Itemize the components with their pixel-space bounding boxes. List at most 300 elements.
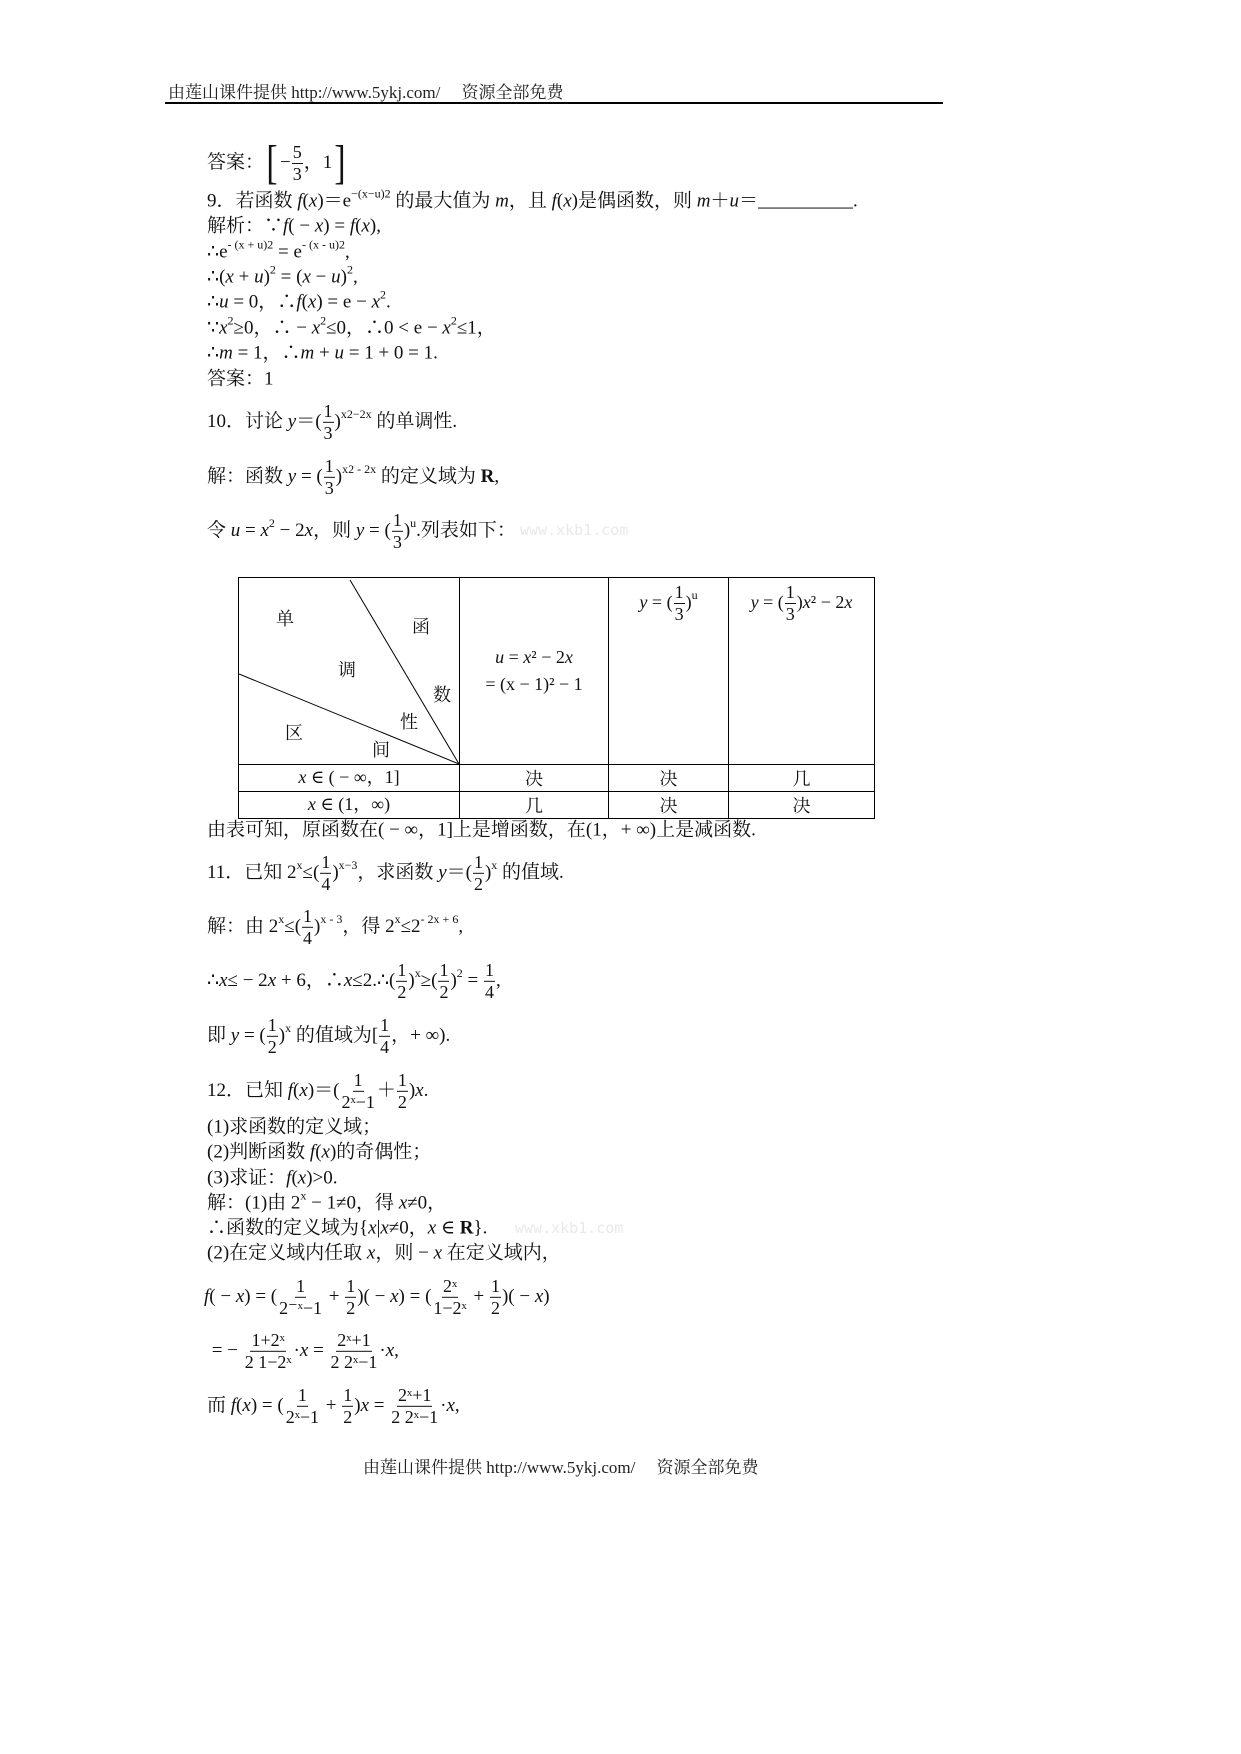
diagonal-header-cell — [239, 578, 460, 765]
text: )是偶函数，则 — [571, 190, 697, 212]
math-variable: y — [287, 465, 297, 487]
text: ＋ — [376, 1079, 396, 1101]
superscript: 2 — [380, 287, 386, 302]
math-variable: x — [297, 1167, 307, 1189]
text: ，则 — [313, 519, 356, 541]
math-variable: x — [360, 1394, 370, 1416]
text: ，1 — [303, 151, 333, 173]
math-variable: x — [802, 592, 811, 613]
text: = ( — [296, 465, 323, 487]
text: ( — [315, 1141, 322, 1163]
interval-cell — [239, 795, 459, 815]
math-variable: y — [750, 592, 759, 613]
text: 答案： — [207, 151, 265, 173]
solution-9-line-4 — [207, 287, 391, 314]
text: − — [280, 151, 291, 173]
math-variable: x — [366, 1242, 376, 1264]
answer-9 — [207, 370, 274, 391]
text: , — [458, 915, 464, 937]
text: ≤1， — [456, 317, 496, 339]
text: ∴( — [207, 266, 226, 288]
denominator: 2 — [439, 981, 449, 1002]
superscript: x2−2x — [340, 406, 372, 421]
text: ) — [796, 592, 803, 613]
fraction — [379, 1015, 390, 1057]
question-10 — [207, 401, 457, 443]
text: ) — [314, 915, 321, 937]
math-variable: f — [296, 291, 302, 313]
denominator: 3 — [674, 603, 684, 624]
numerator: 1 — [485, 959, 495, 980]
bold-symbol: R — [459, 1217, 474, 1239]
text: ＝( — [296, 410, 322, 432]
text: , — [494, 465, 500, 487]
text: ≤0，∴0 < e − — [326, 317, 443, 339]
u-vertex-form: = (x − 1)² − 1 — [485, 674, 583, 694]
text: 11．已知 2 — [207, 861, 297, 883]
denominator: 3 — [324, 477, 334, 498]
answer-blank — [758, 192, 853, 213]
fraction — [324, 456, 335, 498]
denominator: 2 — [346, 1297, 356, 1318]
math-variable: f — [551, 190, 557, 212]
math-variable: u — [219, 291, 229, 313]
text: ≤ − 2 — [227, 969, 268, 991]
fraction — [484, 960, 495, 1002]
math-variable: x — [534, 1285, 544, 1307]
denominator: 4 — [485, 981, 495, 1002]
y-of-x-formula — [729, 582, 874, 624]
text: ) = e − — [316, 291, 372, 313]
fraction — [490, 1276, 501, 1318]
text: 的值域. — [497, 861, 564, 883]
text: 的定义域为 — [376, 465, 481, 487]
numerator: 1 — [296, 1275, 306, 1296]
text: }. — [473, 1217, 488, 1239]
text: + 6，∴ — [276, 969, 344, 991]
text: + — [468, 1285, 489, 1307]
text: , — [394, 1339, 399, 1361]
diag-label: 间 — [372, 740, 390, 760]
text: . — [386, 291, 391, 313]
math-variable: f — [204, 1285, 210, 1307]
text: 9．若函数 — [207, 190, 298, 212]
solution-11-line-2 — [207, 960, 501, 1002]
var: u — [495, 647, 505, 667]
var: x — [523, 647, 532, 667]
text: ( — [291, 1167, 298, 1189]
text: ≥0，∴ − — [233, 317, 312, 339]
text: . — [853, 190, 858, 212]
diag-label: 区 — [285, 723, 303, 743]
math-variable: x — [314, 215, 324, 237]
math-variable: x — [398, 1192, 408, 1214]
text: − 2 — [536, 647, 565, 667]
denominator: 2⁻ˣ−1 — [279, 1297, 322, 1318]
math-variable: f — [286, 1167, 292, 1189]
text: = ( — [758, 592, 784, 613]
math-variable: x — [390, 1285, 399, 1307]
denominator: 3 — [785, 603, 795, 624]
fraction — [292, 142, 303, 184]
text: ∈ ( − ∞，1] — [306, 767, 400, 788]
solution-12-line-1 — [207, 1188, 447, 1215]
page-footer: 由莲山课件提供 http://www.5ykj.com/ 资源全部免费 — [363, 1458, 759, 1477]
numerator: 2ˣ+1 — [398, 1384, 432, 1405]
superscript: x — [300, 1188, 307, 1203]
solution-12-line-3 — [207, 1244, 561, 1265]
denominator: 3 — [392, 531, 402, 552]
text: , — [344, 241, 350, 263]
text: . — [423, 1079, 429, 1101]
numerator: 1 — [380, 1014, 390, 1035]
superscript: 2 — [269, 262, 276, 277]
text: ≤2 — [400, 915, 421, 937]
text: ) — [335, 465, 343, 487]
denominator: 2 — [397, 1091, 407, 1112]
text: )>0. — [306, 1167, 338, 1189]
text: ≤( — [284, 915, 302, 937]
text: 在定义域内， — [442, 1242, 561, 1264]
text: ) — [334, 410, 341, 432]
text: = ( — [239, 1024, 266, 1046]
text: ( — [301, 291, 308, 313]
text: ) — [543, 1285, 550, 1307]
text: ) — [685, 592, 692, 613]
numerator: 1 — [397, 1069, 407, 1090]
table-row — [239, 765, 875, 792]
text: .列表如下： — [416, 519, 516, 541]
math-variable: x — [563, 190, 572, 212]
text: ∴ — [207, 291, 220, 313]
fraction — [340, 1070, 375, 1112]
text: ＋ — [710, 190, 730, 212]
fraction — [392, 510, 403, 552]
interval-cell — [239, 768, 459, 788]
text: ，求函数 — [357, 861, 439, 883]
text: ∵ — [207, 317, 220, 339]
diag-label: 性 — [400, 712, 418, 732]
numerator: 1 — [473, 851, 483, 872]
superscript: 2 — [450, 313, 457, 328]
fraction — [785, 582, 796, 624]
text: − 1≠0，得 — [306, 1192, 399, 1214]
text: ( — [355, 215, 362, 237]
text: , — [352, 266, 358, 288]
text: 的最大值为 — [390, 190, 496, 212]
superscript: - 2x + 6 — [420, 911, 459, 926]
solution-11-line-3 — [207, 1015, 450, 1057]
text: ∴e — [207, 241, 228, 263]
text: 的单调性. — [371, 410, 458, 432]
superscript: - (x + u)2 — [227, 237, 274, 252]
math-variable: f — [349, 215, 356, 237]
math-variable: x — [415, 1079, 424, 1101]
question-12-part-1 — [207, 1118, 381, 1139]
text: ) — [403, 519, 411, 541]
denominator: 3 — [323, 422, 333, 443]
superscript: x — [491, 857, 498, 872]
math-variable: u — [331, 266, 341, 288]
fraction — [438, 960, 449, 1002]
superscript: x — [285, 1020, 292, 1035]
math-variable: x — [844, 592, 853, 613]
text: = 1 + 0 = 1. — [344, 342, 438, 364]
math-variable: y — [230, 1024, 240, 1046]
text: )＝( — [307, 1079, 340, 1101]
solution-11-line-1 — [207, 906, 463, 948]
superscript: −(x−u)2 — [351, 186, 391, 201]
math-variable: x — [219, 969, 228, 991]
numerator: 1 — [353, 1069, 363, 1090]
math-variable: m — [495, 190, 509, 212]
text: 解：函数 — [207, 465, 288, 487]
superscript: 2 — [456, 965, 463, 980]
text: · — [440, 1394, 447, 1416]
fraction — [397, 1070, 408, 1112]
text: ( — [556, 190, 564, 212]
text: ＝( — [446, 861, 472, 883]
text: ，+ ∞). — [391, 1024, 451, 1046]
numerator: 1 — [267, 1014, 277, 1035]
text: ∈ — [436, 1217, 460, 1239]
numerator: 1 — [439, 959, 449, 980]
text: ) = — [323, 215, 350, 237]
numerator: 1 — [297, 1384, 307, 1405]
denominator: 2 1−2ˣ — [244, 1351, 292, 1372]
solution-10-line-2 — [207, 510, 516, 552]
text: ，且 — [508, 190, 552, 212]
math-variable: m — [696, 190, 711, 212]
text: = ( — [647, 592, 673, 613]
superscript: x - 3 — [320, 911, 343, 926]
denominator: 2ˣ−1 — [285, 1406, 320, 1427]
bracket: ] — [334, 136, 346, 189]
diag-label: 函 — [412, 617, 430, 637]
table-cell: 决 — [729, 792, 875, 819]
watermark: www.xkb1.com — [515, 1219, 624, 1237]
denominator: 2 — [343, 1406, 353, 1427]
numerator: 5 — [292, 141, 302, 162]
text: + — [314, 342, 335, 364]
text: , — [454, 1394, 460, 1416]
text: ) = ( — [250, 1394, 284, 1416]
math-variable: x — [304, 519, 314, 541]
text: )( − — [501, 1285, 535, 1307]
solution-12-line-5 — [207, 1330, 399, 1372]
fraction — [244, 1330, 293, 1372]
text: ) — [332, 861, 339, 883]
denominator: 4 — [321, 873, 331, 894]
text: ) — [484, 861, 492, 883]
text: (3)求证： — [207, 1167, 287, 1189]
text: ) — [408, 969, 415, 991]
text: 12．已知 — [207, 1079, 288, 1101]
math-variable: x — [267, 969, 277, 991]
text: 10．讨论 — [207, 410, 288, 432]
solution-12-line-4 — [204, 1276, 550, 1318]
fraction — [674, 582, 685, 624]
text: − 2 — [274, 519, 305, 541]
text: = — [462, 969, 484, 991]
superscript: 2 — [320, 313, 327, 328]
superscript: x — [394, 911, 401, 926]
solution-9-line-3 — [207, 262, 358, 289]
question-11 — [207, 852, 564, 894]
numerator: 1 — [343, 1384, 353, 1405]
math-variable: f — [309, 1141, 316, 1163]
monotonicity-table — [238, 577, 875, 819]
denominator: 3 — [292, 163, 302, 184]
text: − — [310, 266, 332, 288]
diag-label: 数 — [433, 685, 451, 705]
math-variable: u — [729, 190, 739, 212]
text: 解：由 2 — [207, 915, 279, 937]
denominator: 2 2ˣ−1 — [330, 1351, 378, 1372]
watermark: www.xkb1.com — [520, 521, 629, 539]
fraction — [342, 1385, 353, 1427]
text: = 1，∴ — [232, 342, 301, 364]
text: (1)求函数的定义域； — [207, 1116, 382, 1138]
math-variable: y — [355, 519, 365, 541]
math-variable: x — [308, 190, 318, 212]
math-variable: x — [446, 1394, 455, 1416]
text: ≤( — [302, 861, 320, 883]
text: 解析：∵ — [207, 215, 284, 237]
math-variable: x — [321, 1141, 330, 1163]
text: ( − — [209, 1285, 236, 1307]
math-variable: x — [368, 1217, 377, 1239]
fraction — [320, 852, 331, 894]
math-variable: x — [307, 794, 316, 815]
fraction — [302, 906, 313, 948]
text: = e — [273, 241, 302, 263]
denominator: 2 — [397, 981, 407, 1002]
text: ( — [302, 190, 309, 212]
math-variable: x — [385, 1339, 395, 1361]
text: · — [293, 1339, 300, 1361]
solution-9-line-1 — [207, 217, 381, 238]
math-variable: m — [300, 342, 315, 364]
table-cell: 几 — [729, 765, 875, 792]
numerator: 1 — [392, 509, 402, 530]
fraction — [432, 1276, 467, 1318]
math-variable: x — [298, 767, 307, 788]
math-variable: f — [283, 215, 289, 237]
text: )( − — [357, 1285, 391, 1307]
text: ，得 2 — [342, 915, 395, 937]
math-variable: f — [287, 1079, 294, 1101]
math-variable: f — [230, 1394, 237, 1416]
text: )＝e — [317, 190, 352, 212]
text: )的奇偶性； — [329, 1141, 432, 1163]
math-variable: x — [299, 1339, 309, 1361]
text: = ( — [364, 519, 391, 541]
math-variable: x — [299, 1079, 308, 1101]
text: = ( — [275, 266, 303, 288]
text: ( — [293, 1079, 300, 1101]
math-variable: x — [242, 1394, 251, 1416]
header-cell-y-of-x — [729, 578, 875, 765]
conclusion-10 — [207, 821, 756, 842]
numerator: 1 — [785, 582, 795, 602]
text: ) = ( — [398, 1285, 432, 1307]
fraction — [278, 1276, 323, 1318]
numerator: 2ˣ — [442, 1275, 458, 1296]
text: , — [496, 969, 501, 991]
fraction — [345, 1276, 356, 1318]
text: (2)判断函数 — [207, 1141, 310, 1163]
math-variable: x — [225, 266, 234, 288]
math-variable: x — [307, 291, 317, 313]
text: ) = ( — [244, 1285, 278, 1307]
denominator: 4 — [380, 1036, 390, 1057]
table-row — [239, 792, 875, 819]
solution-12-line-2 — [207, 1219, 487, 1240]
text: ) — [354, 1394, 361, 1416]
math-variable: x — [219, 317, 228, 339]
text: = — [308, 1339, 329, 1361]
header-rule — [165, 102, 943, 104]
superscript: 2 — [227, 313, 234, 328]
diag-label: 调 — [338, 660, 356, 680]
question-12-part-3 — [207, 1169, 338, 1190]
denominator: 4 — [303, 927, 313, 948]
text: ，则 − — [375, 1242, 434, 1264]
math-variable: x — [380, 1217, 389, 1239]
superscript: u — [410, 515, 417, 530]
math-variable: x — [427, 1217, 437, 1239]
math-variable: x — [371, 291, 380, 313]
table-cell: 决 — [460, 765, 609, 792]
math-variable: x — [311, 317, 321, 339]
math-variable: f — [297, 190, 303, 212]
numerator: 1 — [323, 400, 333, 421]
fraction — [330, 1330, 379, 1372]
text: ), — [369, 215, 381, 237]
superscript: 2 — [268, 515, 275, 530]
numerator: 1 — [321, 851, 331, 872]
table-cell: 决 — [609, 765, 729, 792]
text: ² − 2 — [810, 592, 845, 613]
table-cell: 决 — [609, 792, 729, 819]
numerator: 1 — [303, 905, 313, 926]
text: ＝ — [739, 190, 759, 212]
solution-9-line-5 — [207, 313, 496, 340]
math-variable: x — [343, 969, 353, 991]
header-cell-u — [460, 578, 609, 765]
text: ∈ (1，∞) — [315, 794, 391, 815]
solution-12-line-6 — [207, 1385, 460, 1427]
text: ) — [263, 266, 270, 288]
text: ≠0， — [388, 1217, 428, 1239]
var: x — [564, 647, 573, 667]
superscript: x−3 — [338, 857, 358, 872]
fraction — [323, 401, 334, 443]
superscript: x — [296, 857, 303, 872]
page-header: 由莲山课件提供 http://www.5ykj.com/ 资源全部免费 — [168, 83, 564, 102]
numerator: 1 — [324, 455, 334, 476]
text: 答案：1 — [207, 368, 274, 390]
solution-10-line-1 — [207, 456, 499, 498]
text: ∴函数的定义域为{ — [207, 1217, 369, 1239]
text: + — [321, 1394, 342, 1416]
text: 而 — [207, 1394, 231, 1416]
text: = — [240, 519, 261, 541]
superscript: x2 - 2x — [342, 461, 377, 476]
denominator: 2 — [473, 873, 483, 894]
math-variable: x — [302, 266, 311, 288]
